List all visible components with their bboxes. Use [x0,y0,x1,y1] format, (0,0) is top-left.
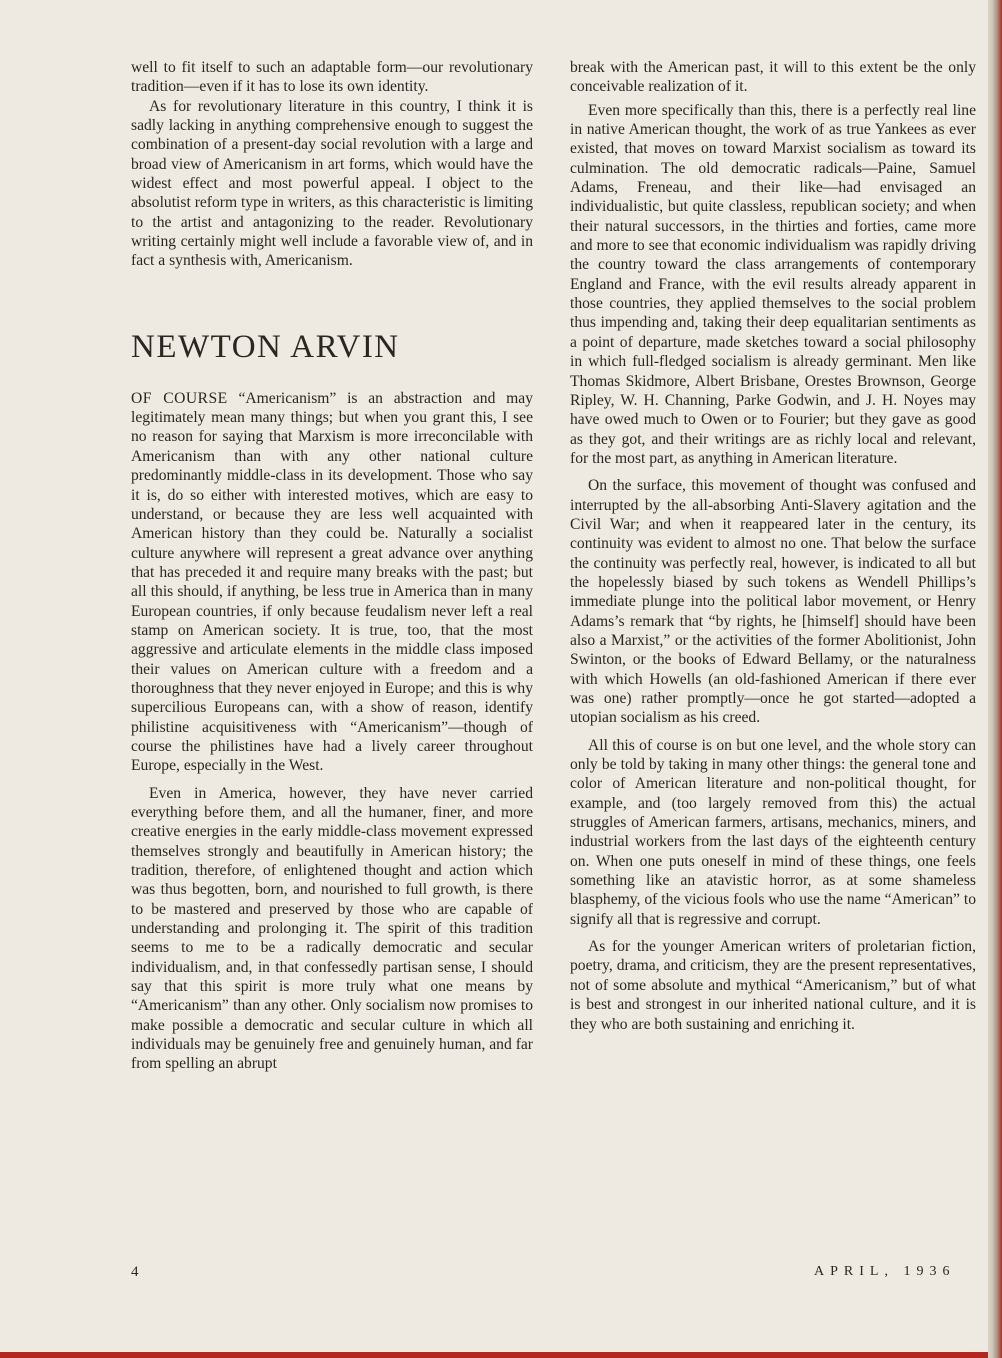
page-number: 4 [131,1264,139,1280]
paragraph: well to fit itself to such an adaptable form—our revolutionary tradition—even if it has to lose its own identity. [131,59,533,96]
paragraph: As for the younger American writers of proletarian fiction, poetry, drama, and criticism, they are the present representatives, not of some absolute and mythical “Americanism,” but of what is best and strongest in our inherited national culture, and it is they who are both sustaining and enriching it. [570,938,976,1033]
binding-edge [988,0,1002,1358]
right-column [570,58,976,1034]
opening-words: OF COURSE [131,389,228,407]
paragraph: On the surface, this movement of thought was confused and interrupted by the all-absorbing Anti-Slavery agitation and the Civil War; and when it reappeared later in the century, its continuity was evident to almost no one. That below the surface the continuity was perfectly real, however, is indicated to all but the hopelessly biased by such tokens as Wendell Phillips’s immediate plunge into the political labor movement, or Henry Adams’s remark that “by rights, he [himself] should have been also a Marxist,” or the activities of the former Abolitionist, John Swinton, or the books of Edward Bellamy, or the naturalness with which Howells (an old-fashioned American if there ever was one) rather promptly—once he got started—adopted a utopian socialism as his creed. [570,477,976,727]
paragraph: break with the American past, it will to this extent be the only conceivable realization of it. [570,59,976,96]
issue-date: APRIL, 1936 [814,1264,956,1279]
paragraph: Even in America, however, they have never carried everything before them, and all the humaner, finer, and more creative energies in the early middle-class movement expressed themselves strongly and beautifully in American history; the tradition, therefore, of enlightened thought and action which was thus begotten, born, and nourished to full growth, is there to be mastered and preserved by those who are capable of understanding and prolonging it. The spirit of this tradition seems to me to be a radically democratic and secular individualism, and, in that confessedly partisan sense, I should say that this spirit is more truly what one means by “Americanism” than any other. Only socialism now promises to make possible a democratic and secular culture in which all individuals may be genuinely free and genuinely human, and far from spelling an abrupt [131,784,533,1073]
author-heading: NEWTON ARVIN [131,328,400,365]
paragraph-text: “Americanism” is an abstraction and may legitimately mean many things; but when you grant this, I see no reason for saying that Marxism is more irreconcilable with Americanism than with any other national culture predominantly middle-class in its development. Those who say it is, do so either with interested motives, which are easy to understand, or because they are less well acquainted with American history than they could be. Naturally a socialist culture anywhere will represent a great advance over anything that has preceded it and require many breaks with the past; but all this should, if anything, be less true in America than in many European countries, if only because feudalism never left a real stamp on American society. It is true, too, that the most aggressive and articulate elements in the middle class imposed their values on American culture with a freedom and a thoroughness that they never enjoyed in Europe; and this is why supercilious Europeans can, with a show of reason, identify philistine acquisitiveness with “Americanism”—though of course the philistines have had a lively career throughout Europe, especially in the West. [131,389,533,775]
left-column [131,58,533,1074]
paragraph: As for revolutionary literature in this country, I think it is sadly lacking in anything comprehensive enough to suggest the combination of a present-day social revolution with a large and broad view of Americanism in art forms, which would have the widest effect and most powerful appeal. I object to the absolutist reform type in writers, as this characteristic is limiting to the artist and antagonizing to the reader. Revolutionary writing certainly might well include a favorable view of, and in fact a synthesis with, Americanism. [131,97,533,270]
paragraph: Even more specifically than this, there is a perfectly real line in native American thought, the work of as true Yankees as ever existed, that moves on toward Marxist socialism as toward its culmination. The old democratic radicals—Paine, Samuel Adams, Freneau, and their like—had envisaged an individualistic, but quite classless, republican society; and when their natural successors, in the thirties and forties, came more and more to see that economic individualism was rapidly driving the country toward the class arrangements of contemporary England and France, with the evil results already apparent in those countries, they applied themselves to the social problem thus impending and, taking their deep equalitarian sentiments as a point of departure, made sketches toward a social philosophy in which full-fledged socialism is already germinant. Men like Thomas Skidmore, Albert Brisbane, Orestes Brownson, George Ripley, W. H. Channing, Parke Godwin, and J. H. Noyes may have owed much to Owen or to Fourier; but they gave as good as they got, and their writings are as richly local and relevant, for the most part, as anything in American literature. [570,101,976,467]
paragraph: All this of course is on but one level, and the whole story can only be told by taking in many other things: the general tone and color of American literature and non-political thought, for example, and (too largely removed from this) the actual struggles of American farmers, artisans, mechanics, miners, and industrial workers from the last days of the eighteenth century on. When one puts oneself in mind of these things, one feels something like an atavistic horror, as at some shameless blasphemy, of the vicious fools who use the name “American” to signify all that is regressive and corrupt. [570,736,976,928]
paragraph [131,389,533,776]
